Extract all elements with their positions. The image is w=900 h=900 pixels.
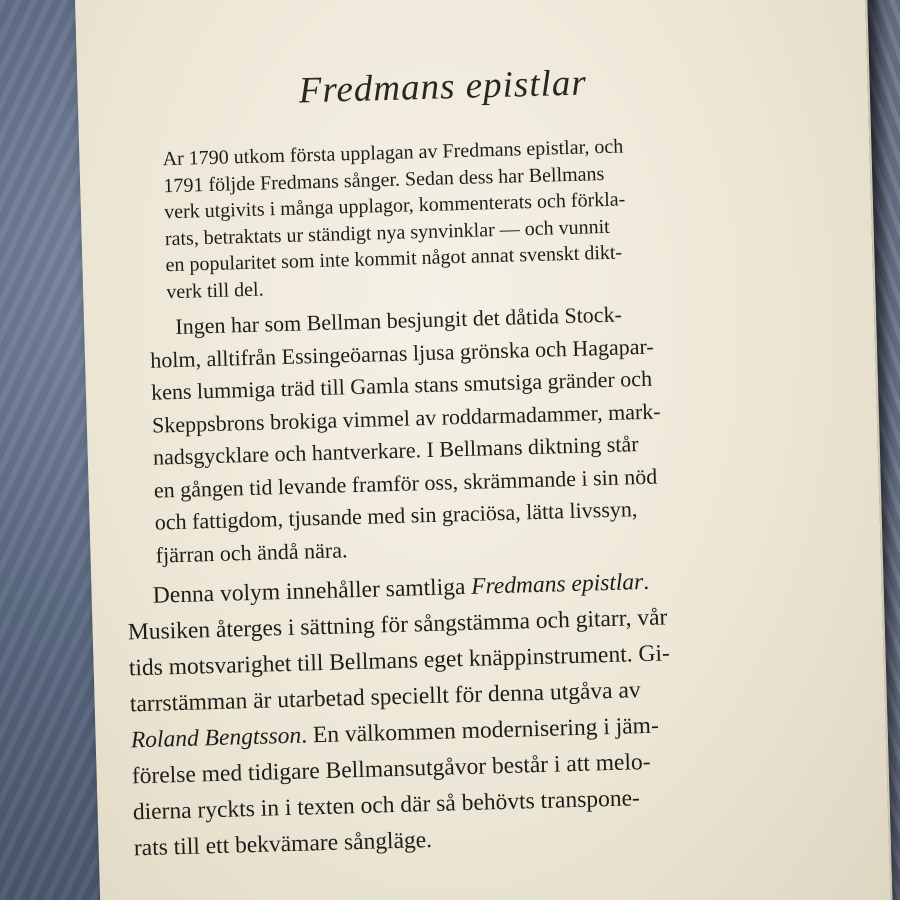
text-line: rats till ett bekvämare sångläge.: [133, 827, 433, 862]
cover-text: [104, 51, 762, 866]
text-line: Musiken återges i sättning för sångstämma och gitarr, vår: [127, 604, 668, 646]
text-line: fjärran och ändå nära.: [155, 536, 348, 568]
text-line: nadsgycklare och hantverkare. I Bellmans diktning står: [152, 431, 639, 470]
text-line: Skeppsbrons brokiga vimmel av roddarmadammer, mark-: [151, 397, 661, 438]
book-title: Fredmans epistlar: [298, 62, 588, 112]
paragraph-3: [126, 561, 756, 866]
text-line: holm, alltifrån Essingeöarnas ljusa grönska och Hagapar-: [149, 333, 654, 373]
text-line: en gången tid levande framför oss, skrämmande i sin nöd: [153, 463, 658, 503]
text-line: 1791 följde Fredmans sånger. Sedan dess har Bellmans: [163, 162, 605, 197]
text-line: dierna ryckts in i texten och där så behövts transpone-: [132, 785, 641, 826]
text-segment-italic: Roland Bengtsson: [130, 722, 302, 754]
text-line: verk till del.: [166, 278, 264, 303]
text-line: och fattigdom, tjusande med sin graciösa, lätta livssyn,: [154, 496, 638, 535]
text-line: tids motsvarighet till Bellmans eget knäppinstrument. Gi-: [128, 640, 671, 682]
text-segment: Denna volym innehåller samtliga: [152, 573, 472, 609]
text-line: kens lummiga träd till Gamla stans smutsiga gränder och: [150, 365, 653, 405]
text-line: tarrstämman är utarbetad speciellt för denna utgåva av: [129, 677, 641, 718]
text-line: rats, betraktats ur ständigt nya synvinklar — och vunnit: [164, 215, 610, 250]
text-segment-italic: Fredmans epistlar: [470, 569, 644, 600]
paragraph-1: [162, 131, 714, 305]
text-segment: .: [642, 568, 650, 596]
text-line: Ar 1790 utkom första upplagan av Fredmans epistlar, och: [162, 135, 624, 171]
cover-wear-mark: [615, 0, 675, 1]
text-line-content: Ingen har som Bellman besjungit det dåtida Stock-: [174, 301, 623, 339]
paragraph-2: [149, 295, 746, 571]
text-line: verk utgivits i många upplagor, kommenterats och förkla-: [163, 188, 626, 224]
text-line: förelse med tidigare Bellmansutgåvor består i att melo-: [131, 748, 651, 790]
text-segment: . En välkommen modernisering i jäm-: [300, 712, 660, 749]
text-line: en popularitet som inte kommit något annat svenskt dikt-: [165, 241, 623, 277]
